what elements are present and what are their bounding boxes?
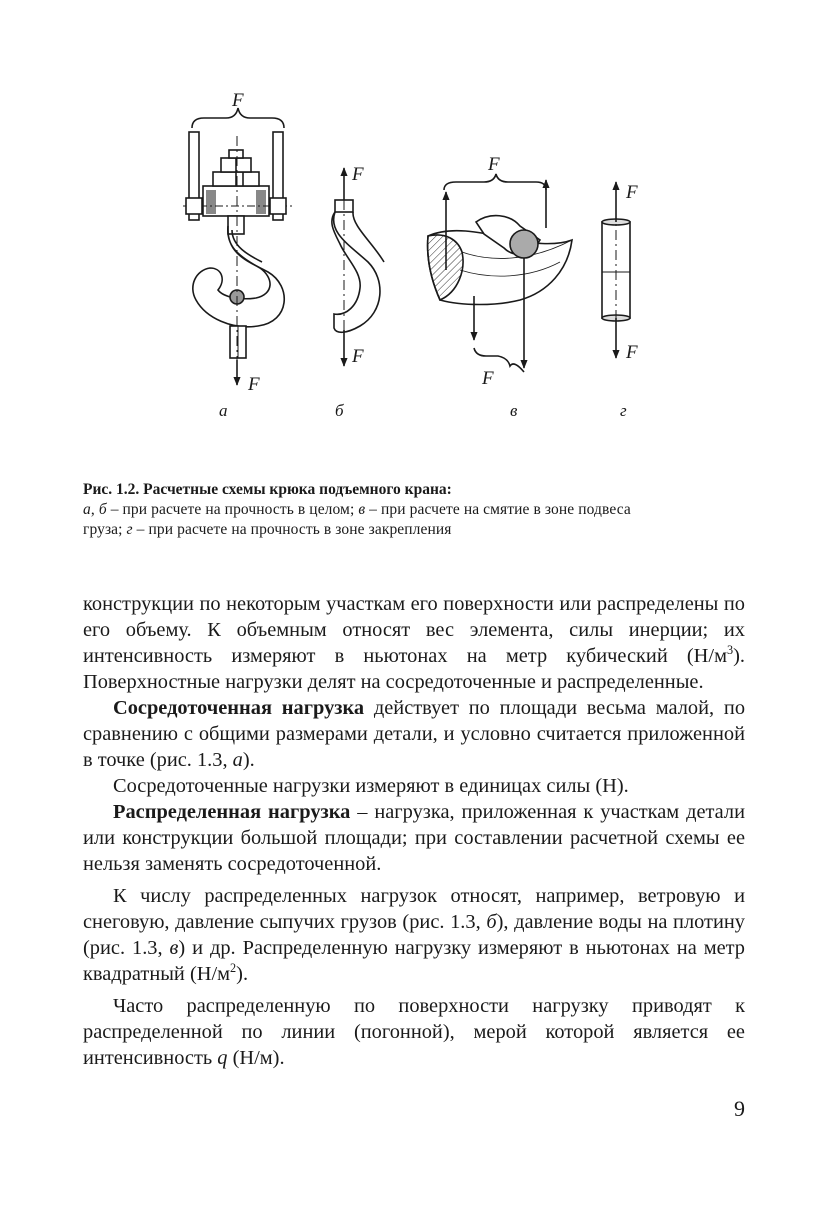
body-text bbox=[83, 591, 745, 1071]
paragraph bbox=[83, 773, 745, 799]
caption-text: , bbox=[90, 501, 99, 518]
superscript: 2 bbox=[230, 961, 237, 976]
paragraph bbox=[83, 993, 745, 1071]
paragraph bbox=[83, 799, 745, 877]
figure-ref: в bbox=[169, 937, 179, 959]
paragraph-text: Часто распределенную по поверхности нагрузку приводят к распределенной по линии (погонной), мерой которой является ее интенсивность bbox=[83, 995, 745, 1069]
page-number: 9 bbox=[734, 1096, 745, 1121]
paragraph-text: ), давление воды на плотину (рис. 1.3, bbox=[83, 911, 745, 959]
figure-ref: а bbox=[232, 749, 243, 771]
force-label: F bbox=[352, 346, 364, 367]
hook-assembly-sketch bbox=[183, 108, 293, 385]
force-label: F bbox=[626, 342, 638, 363]
paragraph-text: (Н/м). bbox=[227, 1047, 285, 1069]
force-label: F bbox=[488, 154, 500, 175]
hook-section-sketch bbox=[428, 174, 572, 372]
caption-text: – при расчете на прочность в зоне закрепления bbox=[132, 521, 452, 538]
crane-hook-figure bbox=[0, 0, 828, 430]
force-label: F bbox=[482, 368, 494, 389]
caption-text: – при расчете на смятие в зоне подвеса bbox=[365, 501, 631, 518]
paragraph-text: ). bbox=[236, 963, 249, 985]
force-label: F bbox=[248, 374, 260, 395]
force-label: F bbox=[232, 90, 244, 111]
figure-caption bbox=[83, 480, 745, 540]
paragraph-text: действует по площади весьма малой, по сравнению с общими размерами детали, и условно считается приложенной в точке (рис. 1.3, bbox=[83, 697, 746, 771]
hook-profile-sketch bbox=[332, 168, 384, 366]
variable-q: q bbox=[217, 1047, 228, 1069]
caption-ref: б bbox=[98, 501, 107, 518]
caption-line bbox=[83, 500, 745, 520]
figure-ref: б bbox=[486, 911, 497, 933]
panel-label-g: г bbox=[620, 401, 627, 420]
paragraph-text: ). bbox=[242, 749, 255, 771]
term-bold: Распределенная нагрузка bbox=[113, 801, 351, 823]
caption-title: Рис. 1.2. Расчетные схемы крюка подъемного крана: bbox=[83, 481, 452, 498]
caption-ref: г bbox=[126, 521, 133, 538]
panel-label-a: а bbox=[219, 401, 228, 420]
paragraph bbox=[83, 591, 745, 695]
paragraph-text: конструкции по некоторым участкам его поверхности или распределены по его объему. К объемным относят вес элемента, силы инерции; их интенсивность измеряют в ньютонах на метр кубический (Н/м bbox=[83, 593, 745, 667]
paragraph-text: – нагрузка, приложенная к участкам детали или конструкции большой площади; при составлении расчетной схемы ее нельзя заменять сосредоточенной. bbox=[83, 801, 745, 875]
shank-rod-sketch bbox=[602, 182, 630, 358]
caption-ref: в bbox=[358, 501, 366, 518]
panel-label-b: б bbox=[335, 401, 344, 420]
paragraph-text: Сосредоточенные нагрузки измеряют в единицах силы (Н). bbox=[113, 775, 629, 797]
caption-ref: а bbox=[83, 501, 91, 518]
force-label: F bbox=[352, 164, 364, 185]
caption-text: – при расчете на прочность в целом; bbox=[106, 501, 359, 518]
superscript: 3 bbox=[726, 643, 734, 658]
caption-line bbox=[83, 520, 745, 540]
force-label: F bbox=[626, 182, 638, 203]
paragraph-text: ). Поверхностные нагрузки делят на сосредоточенные и распределенные. bbox=[83, 645, 745, 693]
paragraph bbox=[83, 695, 745, 773]
paragraph bbox=[83, 883, 745, 987]
term-bold: Сосредоточенная нагрузка bbox=[113, 697, 365, 719]
paragraph-text: ) и др. Распределенную нагрузку измеряют в ньютонах на метр квадратный (Н/м bbox=[83, 937, 745, 985]
paragraph-text: К числу распределенных нагрузок относят, например, ветровую и снеговую, давление сыпучих грузов (рис. 1.3, bbox=[83, 885, 745, 933]
caption-text: груза; bbox=[83, 521, 127, 538]
panel-label-v: в bbox=[510, 401, 518, 420]
